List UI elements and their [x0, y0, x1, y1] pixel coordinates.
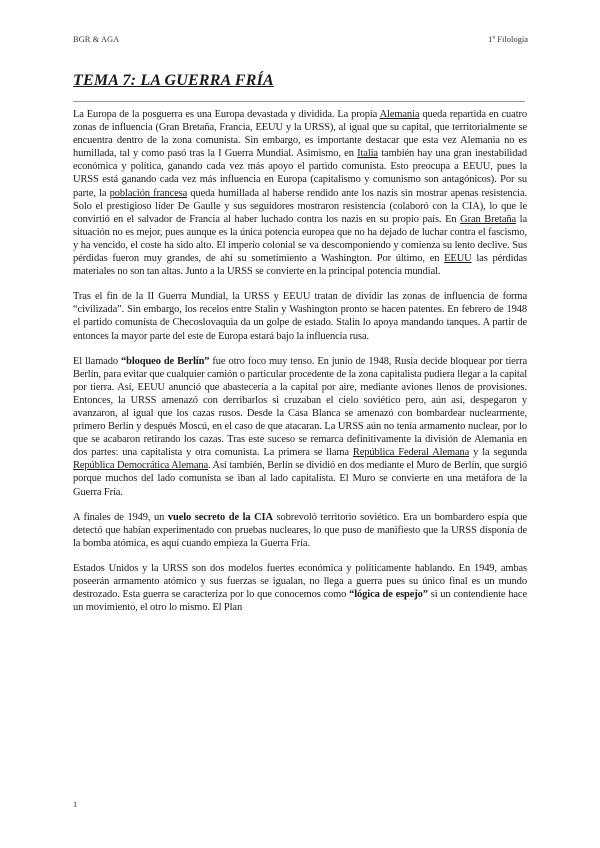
header-course: 1º Filología [488, 34, 528, 44]
term-vuelo-secreto-cia: vuelo secreto de la CIA [167, 511, 273, 523]
document-body [73, 108, 527, 626]
link-republica-federal-alemana[interactable]: República Federal Alemana [352, 447, 470, 459]
paragraph-zones-influence: Tras el fin de la II Guerra Mundial, la URSS y EEUU tratan de dividir las zonas de influencia de forma “civilizada”. Sin embargo, los recelos entre Stalin y Washington pronto se hacen patentes. En febrero de 1948 el partido comunista de Checoslovaquia da un golpe de estado. Stalin lo apoya mandando tanques. A partir de entonces la mayor parte del este de Europa estará bajo la influencia rusa. [73, 291, 527, 342]
link-poblacion-francesa[interactable]: población francesa [109, 187, 188, 199]
paragraph-mirror-logic: Estados Unidos y la URSS son dos modelos fuertes económica y políticamente hablando. En 1949, ambas poseerán armamento atómico y sus fuerzas se igualan, no llega a guerra pues su único final es un mundo destrozado. Esta guerra se caracteriza por lo que conocemos como “lógica de espejo” si un contendiente hace un movimiento, el otro lo mismo. El Plan [73, 562, 527, 614]
link-republica-democratica-alemana[interactable]: República Democrática Alemana [73, 460, 209, 472]
title-divider [73, 101, 525, 102]
page-title: TEMA 7: LA GUERRA FRÍA [73, 72, 274, 89]
paragraph-postwar-europe: La Europa de la posguerra es una Europa devastada y dividida. La propia Alemania queda repartida en cuatro zonas de influencia (Gran Bretaña, Francia, EEUU y la URSS), al igual que su capital, que territorialmente se encuentra dentro de la zona comunista. Sin embargo, es importante destacar que esta vez Alemania no es humillada, tal y como pasó tras la I Guerra Mundial. Asimismo, en Italia también hay una gran inestabilidad económica y política, ganando cada vez más apoyo el partido comunista. Esto preocupa a EEUU, pues la URSS está ganando cada vez más influencia en Europa (capitalismo y comunismo son antagónicos). Por su parte, la población francesa queda humillada al haberse rendido ante los nazis sin mostrar apenas resistencia. Solo el prestigioso líder De Gaulle y sus seguidores mostraron resistencia (colaboró con la CIA), lo que le convirtió en el salvador de Francia al haber luchado contra los nazis en su propio país. En Gran Bretaña la situación no es mejor, pues aunque es la única potencia europea que no ha dejado de luchar contra el fascismo, y ha vencido, el coste ha sido alto. El imperio colonial se va descomponiendo y comienza su lento declive. Sus pérdidas fueron muy grandes, de ahí su sometimiento a Washington. Por último, en EEUU las pérdidas materiales no son tan altas. Junto a la URSS se convierte en la principal potencia mundial. [73, 109, 528, 278]
header-authors: BGR & AGA [73, 34, 120, 44]
link-eeuu[interactable]: EEUU [444, 253, 472, 265]
link-italia[interactable]: Italia [357, 148, 378, 160]
page-number: 1 [73, 799, 78, 809]
term-bloqueo-berlin: “bloqueo de Berlín” [121, 355, 210, 367]
term-logica-espejo: “lógica de espejo” [349, 589, 428, 601]
link-alemania[interactable]: Alemania [379, 109, 420, 120]
paragraph-berlin-blockade: El llamado “bloqueo de Berlín” fue otro foco muy tenso. En junio de 1948, Rusia decide bloquear por tierra Berlín, para evitar que cualquier camión o particular procedente de la zona capitalista pudiera llegar a la capital por tierra. Así, EEUU anunció que abastecería a la capital por aire, mediante aviones llenos de provisiones. Entonces, la URSS amenazó con derribarlos si cruzaban el cielo soviético pero, aún así, despegaron y avanzaron, al igual que los cazas rusos. Desde la Casa Blanca se amenazó con bombardear nuclearmente, primero Berlín y después Moscú, en el caso de que atacaran. La URSS aún no tenía armamento nuclear, por lo que se acabaron retirando los cazas. Tras este suceso se remarca definitivamente la división de Alemania en dos partes: una capitalista y otra comunista. La primera se llama República Federal Alemana y la segunda República Democrática Alemana. Así también, Berlín se dividió en dos mediante el Muro de Berlín, que surgió porque muchos del lado comunista se iban al lado capitalista. El Muro se convierte en una metáfora de la Guerra Fría. [73, 355, 528, 498]
link-gran-bretana[interactable]: Gran Bretaña [460, 213, 517, 225]
paragraph-cia-flight: A finales de 1949, un vuelo secreto de la CIA sobrevoló territorio soviético. Era un bombardero espía que detectó que habían experimentado con pruebas nucleares, lo que puso de manifiesto que la URSS disponía de la bomba atómica, es aquí cuando empieza la Guerra Fría. [73, 511, 527, 549]
